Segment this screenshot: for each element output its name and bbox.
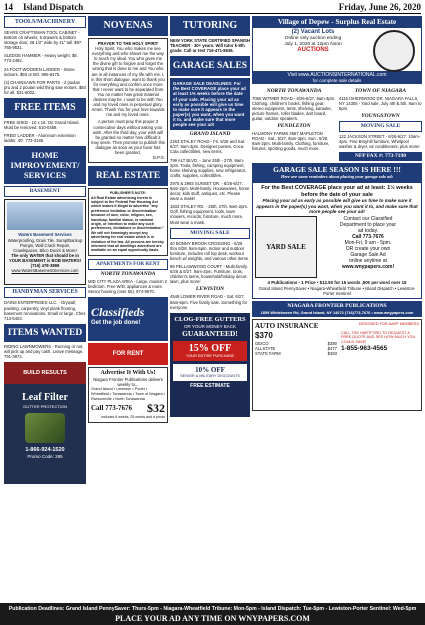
- contact-line: online anytime at: [349, 258, 387, 265]
- section-title-wanted: ITEMS WANTED: [4, 324, 86, 342]
- classified-item: 7050 WITMER ROAD - 6/26-6/27. 9am-3pm. Clothing, children's books, fishing gear, stereo equipment, tents, shelving, karaoke, picture frames, roller blades, dart board, guitar, outdoor speakers.: [252, 95, 336, 121]
- fax-number: NFP FAX #: 773-7190: [339, 152, 422, 161]
- village-date: July 1, 2020 at 12pm Noon: [284, 42, 342, 47]
- yard-sale-sign-icon: [255, 216, 317, 278]
- column-4: [252, 16, 422, 584]
- contact-url: www.wnypapers.com!: [341, 264, 395, 271]
- classified-item: FREE! LADDER - Aluminum extension ladder. 40'. 773-3185.: [4, 133, 76, 144]
- classified-item: SEARS CRAFTSMAN TOOL CABINET - Bottom on wheels, 5 drawers & bottom storage door, 26 1/2" wide by 41" tall. $97. 765-9631.: [4, 30, 83, 51]
- garage-season-title: GARAGE SALE SEASON IS HERE !!!: [273, 165, 401, 175]
- area-heading: PENDLETON: [277, 123, 311, 130]
- city: Wheatfield: [91, 392, 109, 396]
- section-title-garage-sales: GARAGE SALES: [170, 56, 250, 76]
- discount-10-value: 10% OFF: [195, 365, 225, 374]
- col4-right: [339, 87, 422, 162]
- classified-item: 4549 LOWER RIVER ROAD - Sat. 6/27. 8am-6pm. Five family sale. Something for everyone.: [170, 294, 248, 310]
- classified-item: 122 JACKSON STREET - 6/26-6/27. 10am-4pm. Fine Broyhill furniture, Whirlpool washer & dryer, air conditioners, plus more!: [339, 133, 421, 150]
- basement-ad-services: Waterproofing, Drain Tile, Sump/Backup Pumps, Wall Crack Repair, Crawlspaces, Bilco Doors & More!: [7, 237, 83, 253]
- for-rent-label: FOR RENT: [112, 351, 144, 358]
- basement-ad-tagline: The only WATER that should be in YOUR BASEMENT is BOB WATERS!: [8, 252, 82, 263]
- rate-company: GEICO: [255, 340, 269, 346]
- area-heading: GRAND ISLAND: [189, 131, 231, 138]
- city: Tonawanda: [112, 392, 132, 396]
- section-title-home-improvement: HOME IMPROVEMENT/ SERVICES: [4, 146, 86, 184]
- build-results-ad: [4, 362, 86, 384]
- prayer-title: PRAYER TO THE HOLY SPIRIT: [97, 41, 159, 46]
- classified-item: 1833 STALEY RD. - 26th, 27th. 9am-2pm. Golf, fishing equipment, tools, lawn mowers, records, furniture, much more. Must wear a mask.: [170, 204, 249, 225]
- basement-ad-phone: (716) 478-3898: [30, 262, 60, 268]
- house-icon: [7, 202, 83, 230]
- advertise-city-list: Grand Island • Lewiston • Porter • Wheatfield • Tonawanda • Town of Niagara • Ransomville • North Tonawanda: [91, 387, 165, 401]
- section-title-novenas: NOVENAS: [88, 16, 168, 36]
- auction-url: Visit www.AUCTIONSINTERNATIONAL.com: [252, 72, 422, 78]
- classified-item: 2975 & 2983 SUNSET DR. - 6/26-6/27. 9am-2pm. Multi-family. Housewares, home decor, kids stuff, antiques, etc. Please wear a mask!: [170, 180, 250, 202]
- build-results-label: BUILD RESULTS: [23, 370, 67, 377]
- discount-10-note: SENIOR & MILITARY DISCOUNTS: [180, 373, 240, 378]
- aarp-rates: [255, 331, 337, 356]
- area-heading: NORTH TONAWANDA: [100, 270, 156, 277]
- rate-row: [255, 351, 337, 356]
- classified-item: SLEDGE HAMMER - Heavy weight. $8. 773-2482.: [4, 53, 78, 64]
- classifieds-word: Classifieds: [91, 305, 145, 320]
- contact-line: ad today.: [357, 228, 379, 235]
- classified-item: 4115 ISHERWOOD DR. NIAGARA FALLS, NY 14305 - Yard sale, July 4th & 5th. 9am to 5pm.: [339, 95, 422, 111]
- coverage-title: For the Best COVERAGE place your ad at least: 1½ weeks before the date of your sale: [261, 185, 413, 198]
- nfp-title: NIAGARA FRONTIER PUBLICATIONS: [287, 302, 387, 309]
- prayer-note: A person must pray this prayer 3 consecutive days without asking your wish. After the third day, your wish will be granted no matter how difficult it may seem. Then promise to publish this dialogue as soon as your favor has been granted.: [91, 119, 165, 155]
- aarp-price: $370: [255, 330, 273, 340]
- clog-guarantee: GUARANTEED!: [182, 328, 238, 338]
- contact-line: Garage Sale Ad: [350, 252, 386, 259]
- garage-season-banner: [252, 163, 422, 182]
- basement-ad-name: Waters Basement Services: [18, 232, 72, 238]
- advertise-price-note: includes 6 weeks, 25 words and a photo: [101, 415, 165, 420]
- clog-sub: OR YOUR MONEY BACK: [183, 323, 237, 329]
- village-title: Village of Depew - Surplus Real Estate: [253, 17, 421, 28]
- publisher-note-text: All Real Estate advertising herein is subject to the Federal Fair Housing Act which makes it illegal to advertise "any preference limitation or discrimination because of race, color, religion, sex, handicap, familial status, or national origin, or intention to make any such preferences, limitations or discrimination." We will not knowingly accept any advertising for real estate which is in violation of the law. All persons are hereby informed that all dwellings advertised are available on an equal opportunity basis.: [91, 195, 165, 253]
- aarp-head-row: [255, 322, 419, 331]
- section-title-tutoring: TUTORING: [170, 16, 250, 36]
- leaf-filter-ad: [4, 384, 86, 484]
- classified-item: HALMONY FARMS 4567 MAPLETON ROAD - Sat., 6/27. 9am-3pm. Sun., 6/28. 9am-2pm. Multi-family. Clothing, furniture, fixtures, sporting goods, much more.: [252, 131, 330, 152]
- section-title-apartments: APARTMENTS FOR RENT: [88, 259, 168, 270]
- basement-ad-url: www.WatersBasementServices.com: [11, 268, 79, 274]
- discount-15: [173, 341, 247, 361]
- contact-phone: Call 773-7676: [352, 234, 384, 241]
- area-heading: YOUNGSTOWN: [361, 112, 400, 119]
- prayer-signature: D.P.G.: [152, 155, 165, 161]
- contact-line: Contact our Classified: [343, 216, 393, 223]
- classified-item: 799 ALT BLVD. - June 25th - 27th. 9am-2pm. Tools, fishing, camping equipment, home shelving supplies, new refrigerator, crafts, supplies, collectibles.: [170, 157, 247, 178]
- classified-item: 40 BONNY BROOK CROSSING - 6/26 thru 6/28. 9am-5pm. Indoor and outdoor furniture, includes roll top desk, workout bench w/ weights, and various other items.: [170, 240, 250, 261]
- classified-item: FREE SHED - 10 x 16. On Grand Island. Must be removed. 510-0469.: [4, 120, 80, 131]
- basement-ad: [4, 199, 86, 285]
- aarp-body: [255, 331, 419, 356]
- city: Grand Island: [91, 387, 113, 392]
- publication-deadlines: Publication Deadlines: Grand Island PennySaver: Thurs-5pm - Niagara-Wheatfield Tribune: Mon-5pm - Island Dispatch: Tue-5pm - Lewiston-Porter Sentinel: Wed-5pm: [0, 603, 425, 615]
- column-2: [88, 16, 168, 584]
- rate-price: $383: [327, 350, 337, 356]
- garage-deadlines: GARAGE SALE DEADLINES: For the Best COVERAGE place your ad at least 1% weeks before the date of your sale. Placing your ad as early as possible will give us time to make sure it appears in the paper(s) you want, when you want it to, and make sure that more people see your ad!: [170, 78, 250, 130]
- aarp-heading: AUTO INSURANCE: [255, 321, 319, 330]
- leaf-filter-promo: Promo Code: 285: [27, 454, 63, 460]
- garage-contact-row: [255, 216, 419, 278]
- publication-pricing: 4 Publications - 1 Price • $12.50 for 15 words ,50¢ per word over 15: [267, 280, 407, 286]
- classified-item: (4) CHAINSAWS FOR PARTS - 2 poulan pro and 2 poulan wild thing saw motors. $50 for all. 531-6002.: [4, 79, 86, 95]
- aarp-phone: 1-855-963-4565: [341, 344, 388, 352]
- clog-title: CLOG-FREE GUTTERS: [174, 315, 246, 323]
- yard-sale-label: YARD SALE: [266, 242, 306, 251]
- classified-item: 24 FOOT WOODEN LADDER - Stone indoors. $50 or BO. 695-8475.: [4, 66, 75, 77]
- village-note: Online only auction ending: [284, 36, 342, 41]
- section-title-basement: BASEMENT: [4, 186, 86, 197]
- aarp-note: DESIGNED FOR AARP MEMBERS: [358, 321, 419, 326]
- section-title-free: FREE ITEMS: [4, 98, 86, 118]
- nfp-address: 1859 Whitehaven Rd, Grand Island, NY 14072 (716)773-7676 • www.wnypapers.com: [260, 309, 414, 315]
- classified-item: 2263 STALEY ROAD - Fri. 6/26 and Sat. 6/27. 9am-3pm. Designer purses, Coca-Cola collectibles, new items.: [170, 139, 246, 155]
- paper-name: Island Dispatch: [23, 2, 84, 12]
- discount-15-value: 15% OFF: [188, 342, 232, 354]
- contact-hours: Mon-Fri, 9 am - 5pm.: [344, 240, 392, 247]
- contact-line: Department to place your: [339, 222, 397, 229]
- rate-price: $477: [327, 345, 337, 351]
- clog-free-gutters-ad: [170, 313, 250, 417]
- advertise-price: $32: [147, 401, 165, 416]
- leaf-filter-sub: GUTTER PROTECTION: [23, 404, 67, 410]
- section-title-handyman: HANDYMAN SERVICES: [4, 287, 86, 298]
- classifieds-ad: [88, 297, 168, 341]
- village-seal-icon: [373, 30, 415, 72]
- village-depew-ad: [252, 16, 422, 72]
- leaf-icon: [25, 413, 65, 443]
- garage-season-sub: Here are some reminders about placing your garage sale ad:: [280, 174, 394, 180]
- area-heading: NORTH TONAWANDA: [266, 87, 322, 94]
- advertise-phone: Call 773-7676: [91, 404, 133, 413]
- col4-listings: [252, 87, 422, 162]
- city: Lewiston: [116, 387, 132, 392]
- publication-list: Grand Island PennySaver • Niagara-Wheatfield Tribune • Island Dispatch • Lewiston-Porter Sentinel: [258, 285, 416, 296]
- section-title-moving-sale: MOVING SALE: [170, 228, 250, 239]
- nfp-banner: [252, 301, 422, 317]
- prayer-box: [88, 38, 168, 163]
- advertise-title: Advertise It With Us!: [100, 370, 156, 377]
- leaf-filter-phone: 1-866-924-1520: [25, 447, 65, 454]
- aarp-ad: [252, 319, 422, 411]
- advertise-subtitle: Niagara Frontier Publications delivers weekly to...: [93, 377, 163, 388]
- prayer-text: Holy Spirit, You who makes me see everything and who shows me the way to reach my ideal. You who gives me the divine gift to forgive and forget the wrong that is done to me and You who are in all instances of my life with me. I, in this short dialogue, want to thank you for everything and confirm once more that I never want to be separated from You no matter how great material desires may be. I want to be with You and my loved ones in perpetual glory. Amen. Thank You for your love towards me and my loved ones.: [91, 46, 165, 118]
- col4-left: [252, 87, 336, 162]
- publisher-note: [88, 188, 168, 256]
- page-header: [4, 2, 421, 14]
- column-3: [170, 16, 250, 584]
- area-heading: TOWN OF NIAGARA: [354, 87, 407, 94]
- column-1: [4, 16, 86, 584]
- web-cta: PLACE YOUR AD ANY TIME ON WNYPAPERS.COM: [0, 613, 425, 625]
- auction-brand: AUCTIONS: [297, 47, 329, 53]
- advertise-ad: [88, 367, 168, 422]
- page-number: 14: [4, 2, 13, 12]
- rate-price: $380: [327, 340, 337, 346]
- advertise-price-row: [91, 402, 165, 415]
- for-rent-sign: [88, 343, 168, 365]
- publisher-note-title: PUBLISHER'S NOTE:: [109, 191, 147, 196]
- section-title-moving-sale: MOVING SALE: [339, 121, 422, 132]
- discount-10: [173, 364, 247, 381]
- classified-item: RIDING LAWNMOWERS - Running or not, will pick up and pay cash. Leave message. 791-3874.: [4, 343, 84, 359]
- free-estimate: FREE ESTIMATE: [190, 383, 230, 390]
- garage-season-box: [252, 182, 422, 299]
- village-sub: (2) Vacant Lots: [291, 29, 335, 35]
- auction-sub: for complete sale details: [252, 78, 422, 84]
- classified-item: DAINS ENTERPRISES LLC. - Drywall, painting, carpentry, vinyl plank flooring, basement renovations. Small or large. Chris 713-6403.: [4, 300, 86, 321]
- classifieds-tagline: Get the job done!: [91, 320, 141, 327]
- discount-15-note: YOUR ENTIRE PURCHASE: [185, 353, 235, 358]
- contact-line: OR create your own: [345, 246, 391, 253]
- rate-company: STATE FARM: [255, 350, 281, 356]
- city: North Tonawanda: [115, 396, 145, 401]
- coverage-text: Placing your ad as early as possible will give us time to make sure it appears in the paper(s) you want, when you want it to, and make sure that more people see your ad!: [256, 198, 418, 215]
- area-heading: LEWISTON: [195, 286, 225, 293]
- city: Town of Niagara: [135, 392, 163, 396]
- city: Ransomville: [91, 396, 112, 401]
- issue-date: Friday, June 26, 2020: [338, 2, 421, 12]
- section-title-tools: TOOLS/MACHINERY: [4, 16, 86, 28]
- classified-item: 98 PELLAWWOOD COURT - Multi-family. 6/26 & 6/27. 9am-2pm. Furniture, tools, children's items, household/holiday decor, lawn, plus more!: [170, 264, 248, 285]
- rate-company: ALLSTATE: [255, 345, 276, 351]
- city: Porter: [134, 387, 145, 392]
- classified-item: MID CITY PLAZA AREA - Large, modern 2 bedroom. Free W/D, appliances & more. Senior housing (over 55). 874-6670.: [88, 278, 168, 295]
- leaf-filter-brand: Leaf Filter: [22, 392, 68, 404]
- aarp-cta: [341, 331, 419, 356]
- classified-item: NEW YORK STATE CERTIFIED SPANISH TEACHER - 30+ years. Will tutor k-9th grade. Call or text 716-471-8636.: [170, 38, 250, 54]
- section-title-real-estate: REAL ESTATE: [88, 166, 168, 186]
- aarp-cta-text: CALL THE HARTFORD TO REQUEST A FREE QUOTE AND SEE HOW MUCH YOU COULD SAVE!: [341, 330, 416, 344]
- garage-contact: [317, 216, 419, 278]
